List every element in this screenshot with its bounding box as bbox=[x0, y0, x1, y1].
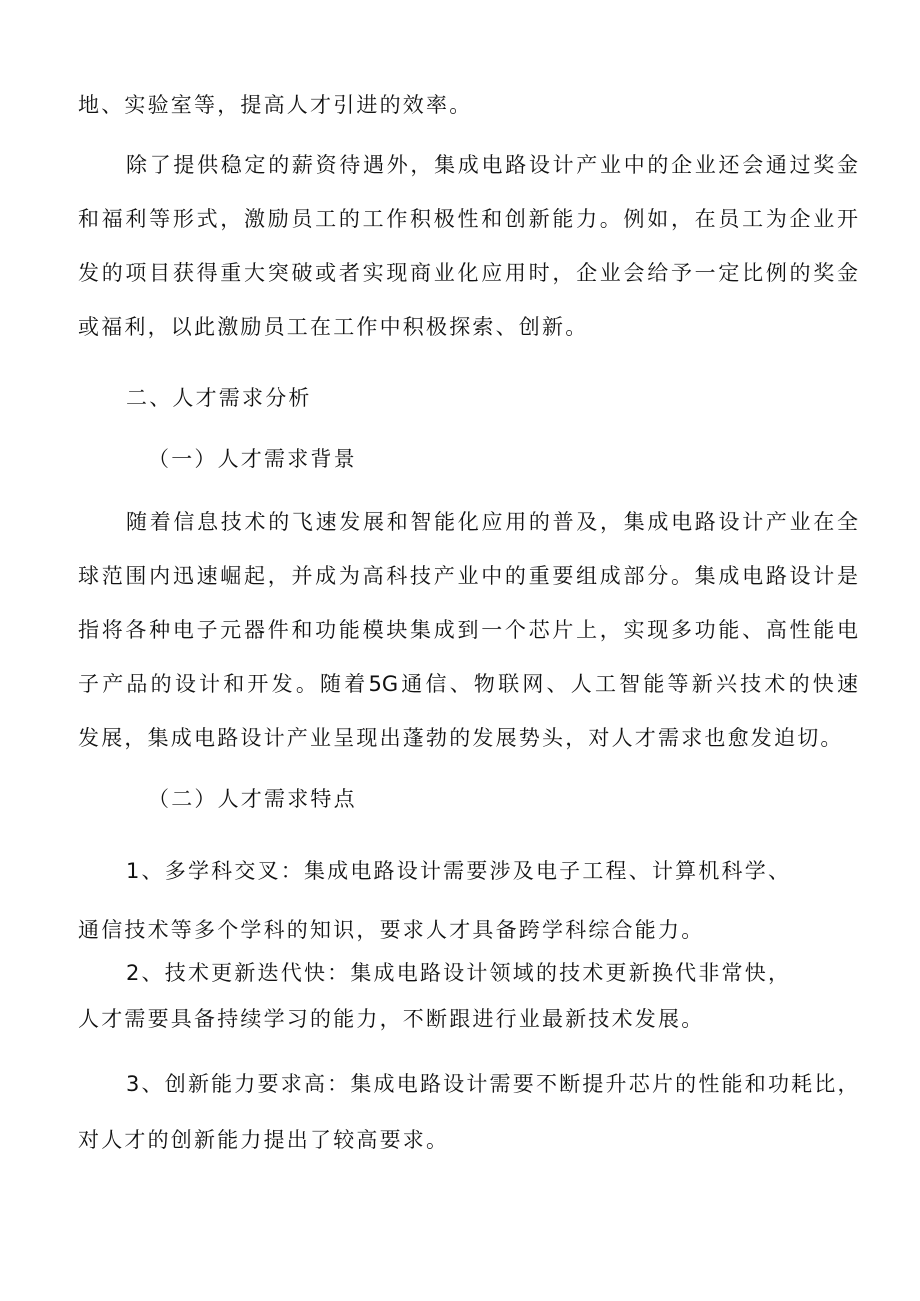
feature-item-line: 1、多学科交叉：集成电路设计需要涉及电子工程、计算机科学、 bbox=[126, 859, 792, 883]
paragraph-incentive-line: 或福利，以此激励员工在工作中积极探索、创新。 bbox=[78, 315, 589, 339]
subheading-features: （二）人才需求特点 bbox=[148, 787, 357, 811]
paragraph-incentive-line: 除了提供稳定的薪资待遇外，集成电路设计产业中的企业还会通过奖金 bbox=[126, 153, 858, 177]
feature-item-line: 人才需要具备持续学习的能力，不断跟进行业最新技术发展。 bbox=[78, 1007, 705, 1031]
paragraph-background-line: 随着信息技术的飞速发展和智能化应用的普及，集成电路设计产业在全 bbox=[126, 510, 858, 534]
feature-item-line: 2、技术更新迭代快：集成电路设计领域的技术更新换代非常快， bbox=[126, 961, 792, 985]
paragraph-background-line: 指将各种电子元器件和功能模块集成到一个芯片上，实现多功能、高性能电 bbox=[78, 618, 858, 642]
feature-item-line: 3、创新能力要求高：集成电路设计需要不断提升芯片的性能和功耗比， bbox=[126, 1072, 861, 1096]
section-heading: 二、人才需求分析 bbox=[126, 386, 312, 410]
feature-item-line: 对人才的创新能力提出了较高要求。 bbox=[78, 1128, 450, 1152]
paragraph-incentive-line: 和福利等形式，激励员工的工作积极性和创新能力。例如，在员工为企业开 bbox=[78, 207, 858, 231]
paragraph-incentive-line: 发的项目获得重大突破或者实现商业化应用时，企业会给予一定比例的奖金 bbox=[78, 261, 858, 285]
paragraph-background-line: 子产品的设计和开发。随着5G通信、物联网、人工智能等新兴技术的快速 bbox=[78, 672, 858, 696]
paragraph-background-line: 球范围内迅速崛起，并成为高科技产业中的重要组成部分。集成电路设计是 bbox=[78, 564, 858, 588]
paragraph-intro-line: 地、实验室等，提高人才引进的效率。 bbox=[78, 93, 473, 117]
subheading-background: （一）人才需求背景 bbox=[148, 447, 357, 471]
paragraph-background-line: 发展，集成电路设计产业呈现出蓬勃的发展势头，对人才需求也愈发迫切。 bbox=[78, 726, 844, 750]
feature-item-line: 通信技术等多个学科的知识，要求人才具备跨学科综合能力。 bbox=[78, 918, 705, 942]
